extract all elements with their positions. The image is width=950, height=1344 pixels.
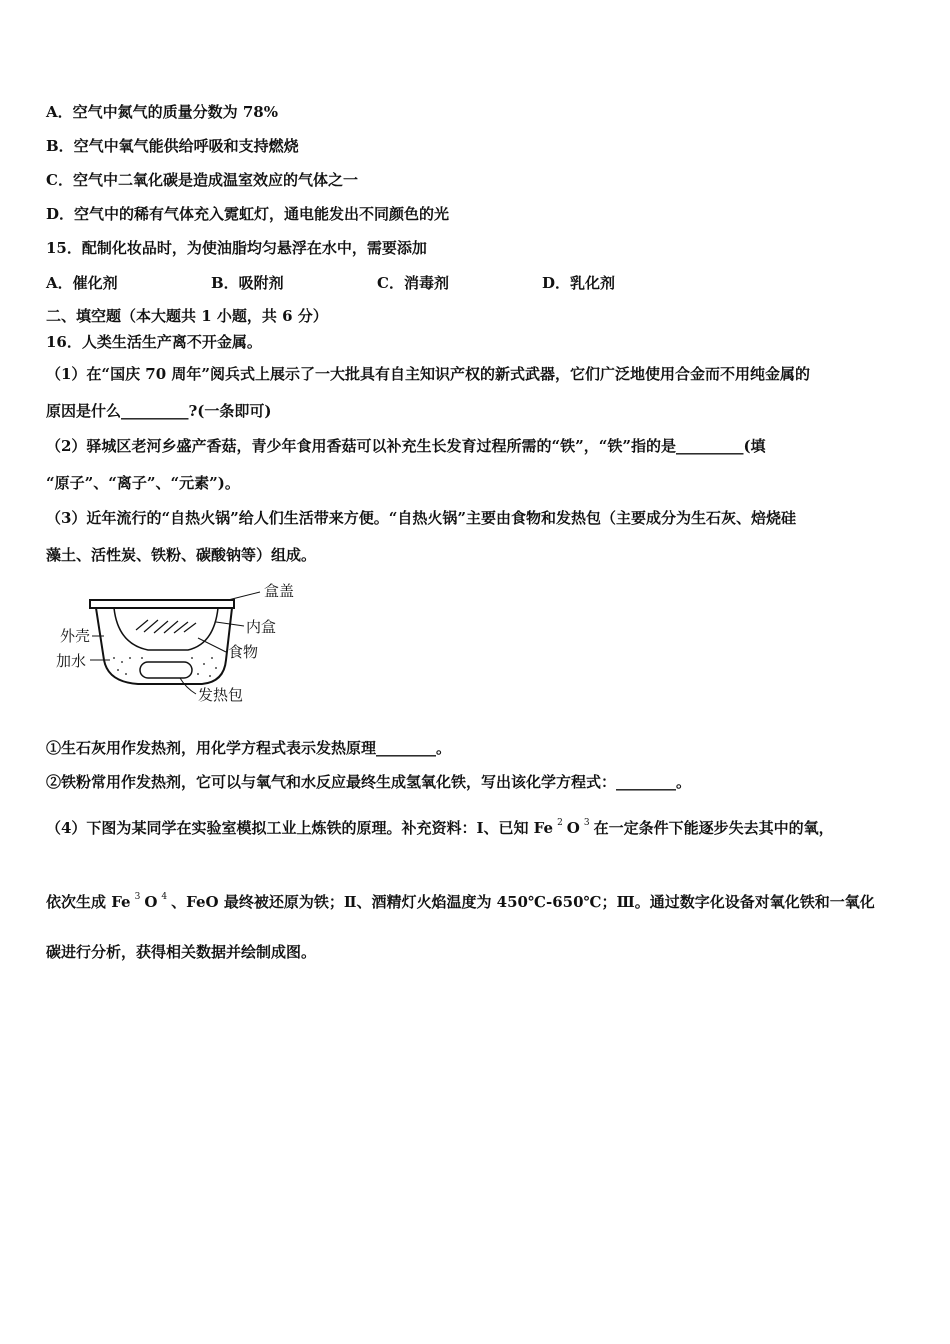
- option-c-line: C．空气中二氧化碳是造成温室效应的气体之一: [46, 171, 358, 189]
- part-4-text-start: （4）下图为某同学在实验室模拟工业上炼铁的原理。补充资料：Ⅰ、已知 Fe: [46, 819, 554, 837]
- water-dots: [113, 657, 217, 677]
- part-4-line-2: [46, 892, 875, 915]
- label-lid: 盒盖: [264, 582, 295, 600]
- question-15: 15．配制化妆品时，为使油脂均匀悬浮在水中，需要添加: [46, 239, 427, 257]
- q15-option-d: D．乳化剂: [542, 274, 616, 292]
- part-1-line-1: （1）在“国庆 70 周年”阅兵式上展示了一大批具有自主知识产权的新式武器，它们广泛地使用合金而不用纯金属的: [46, 365, 811, 383]
- part-4-line-3: 碳进行分析，获得相关数据并绘制成图。: [46, 943, 317, 961]
- part-2-line-1: （2）驿城区老河乡盛产香菇，青少年食用香菇可以补充生长发育过程所需的“铁”，“铁”指的是_________(填: [46, 437, 766, 455]
- part-1-line-2: 原因是什么_________?(一条即可): [46, 402, 272, 420]
- question-16: 16．人类生活生产离不开金属。: [46, 333, 262, 351]
- part-4-line-1: [46, 818, 834, 841]
- label-food: 食物: [228, 643, 259, 661]
- lid-shape: [90, 600, 234, 608]
- sub-question-1: ①生石灰用作发热剂，用化学方程式表示发热原理________。: [46, 739, 452, 757]
- label-heating-pack: 发热包: [198, 686, 244, 704]
- section-heading: 二、填空题（本大题共 1 小题，共 6 分）: [46, 307, 328, 325]
- fe2o3-o: O: [566, 819, 580, 837]
- fe3o4-sub-4: 4: [161, 892, 168, 902]
- q15-option-b: B．吸附剂: [211, 274, 284, 292]
- part-4-line-2-end: 、FeO 最终被还原为铁；Ⅱ、酒精灯火焰温度为 450℃-650℃；Ⅲ。通过数字化设备对氧化铁和一氧化: [171, 893, 875, 911]
- part-2-line-2: “原子”、“离子”、“元素”)。: [46, 474, 240, 492]
- fe3o4-sub-3: 3: [134, 892, 141, 902]
- sub-question-2: ②铁粉常用作发热剂，它可以与氧气和水反应最终生成氢氧化铁，写出该化学方程式：________。: [46, 773, 692, 791]
- part-3-line-2: 藻土、活性炭、铁粉、碳酸钠等）组成。: [46, 546, 317, 564]
- part-4-line-2-start: 依次生成 Fe: [46, 893, 131, 911]
- fe2o3-sub-2: 2: [557, 818, 563, 828]
- label-inner-box: 内盒: [246, 618, 277, 636]
- label-water: 加水: [56, 652, 87, 670]
- q15-option-a: A．催化剂: [46, 274, 118, 292]
- heating-pack-shape: [140, 662, 192, 678]
- fe2o3-sub-3: 3: [583, 818, 590, 828]
- q15-option-c: C．消毒剂: [377, 274, 449, 292]
- inner-box-shape: [114, 608, 218, 650]
- food-hatching: [136, 620, 196, 633]
- self-heating-hotpot-diagram: [52, 578, 312, 712]
- part-4-text-end: 在一定条件下能逐步失去其中的氧，: [593, 819, 834, 837]
- option-d-line: D．空气中的稀有气体充入霓虹灯，通电能发出不同颜色的光: [46, 205, 450, 223]
- option-b-line: B．空气中氧气能供给呼吸和支持燃烧: [46, 137, 299, 155]
- label-shell: 外壳: [60, 627, 91, 645]
- part-3-line-1: （3）近年流行的“自热火锅”给人们生活带来方便。“自热火锅”主要由食物和发热包（主要成分为生石灰、焙烧硅: [46, 509, 796, 527]
- option-a-line: A．空气中氮气的质量分数为 78%: [46, 103, 278, 121]
- fe3o4-o: O: [144, 893, 158, 911]
